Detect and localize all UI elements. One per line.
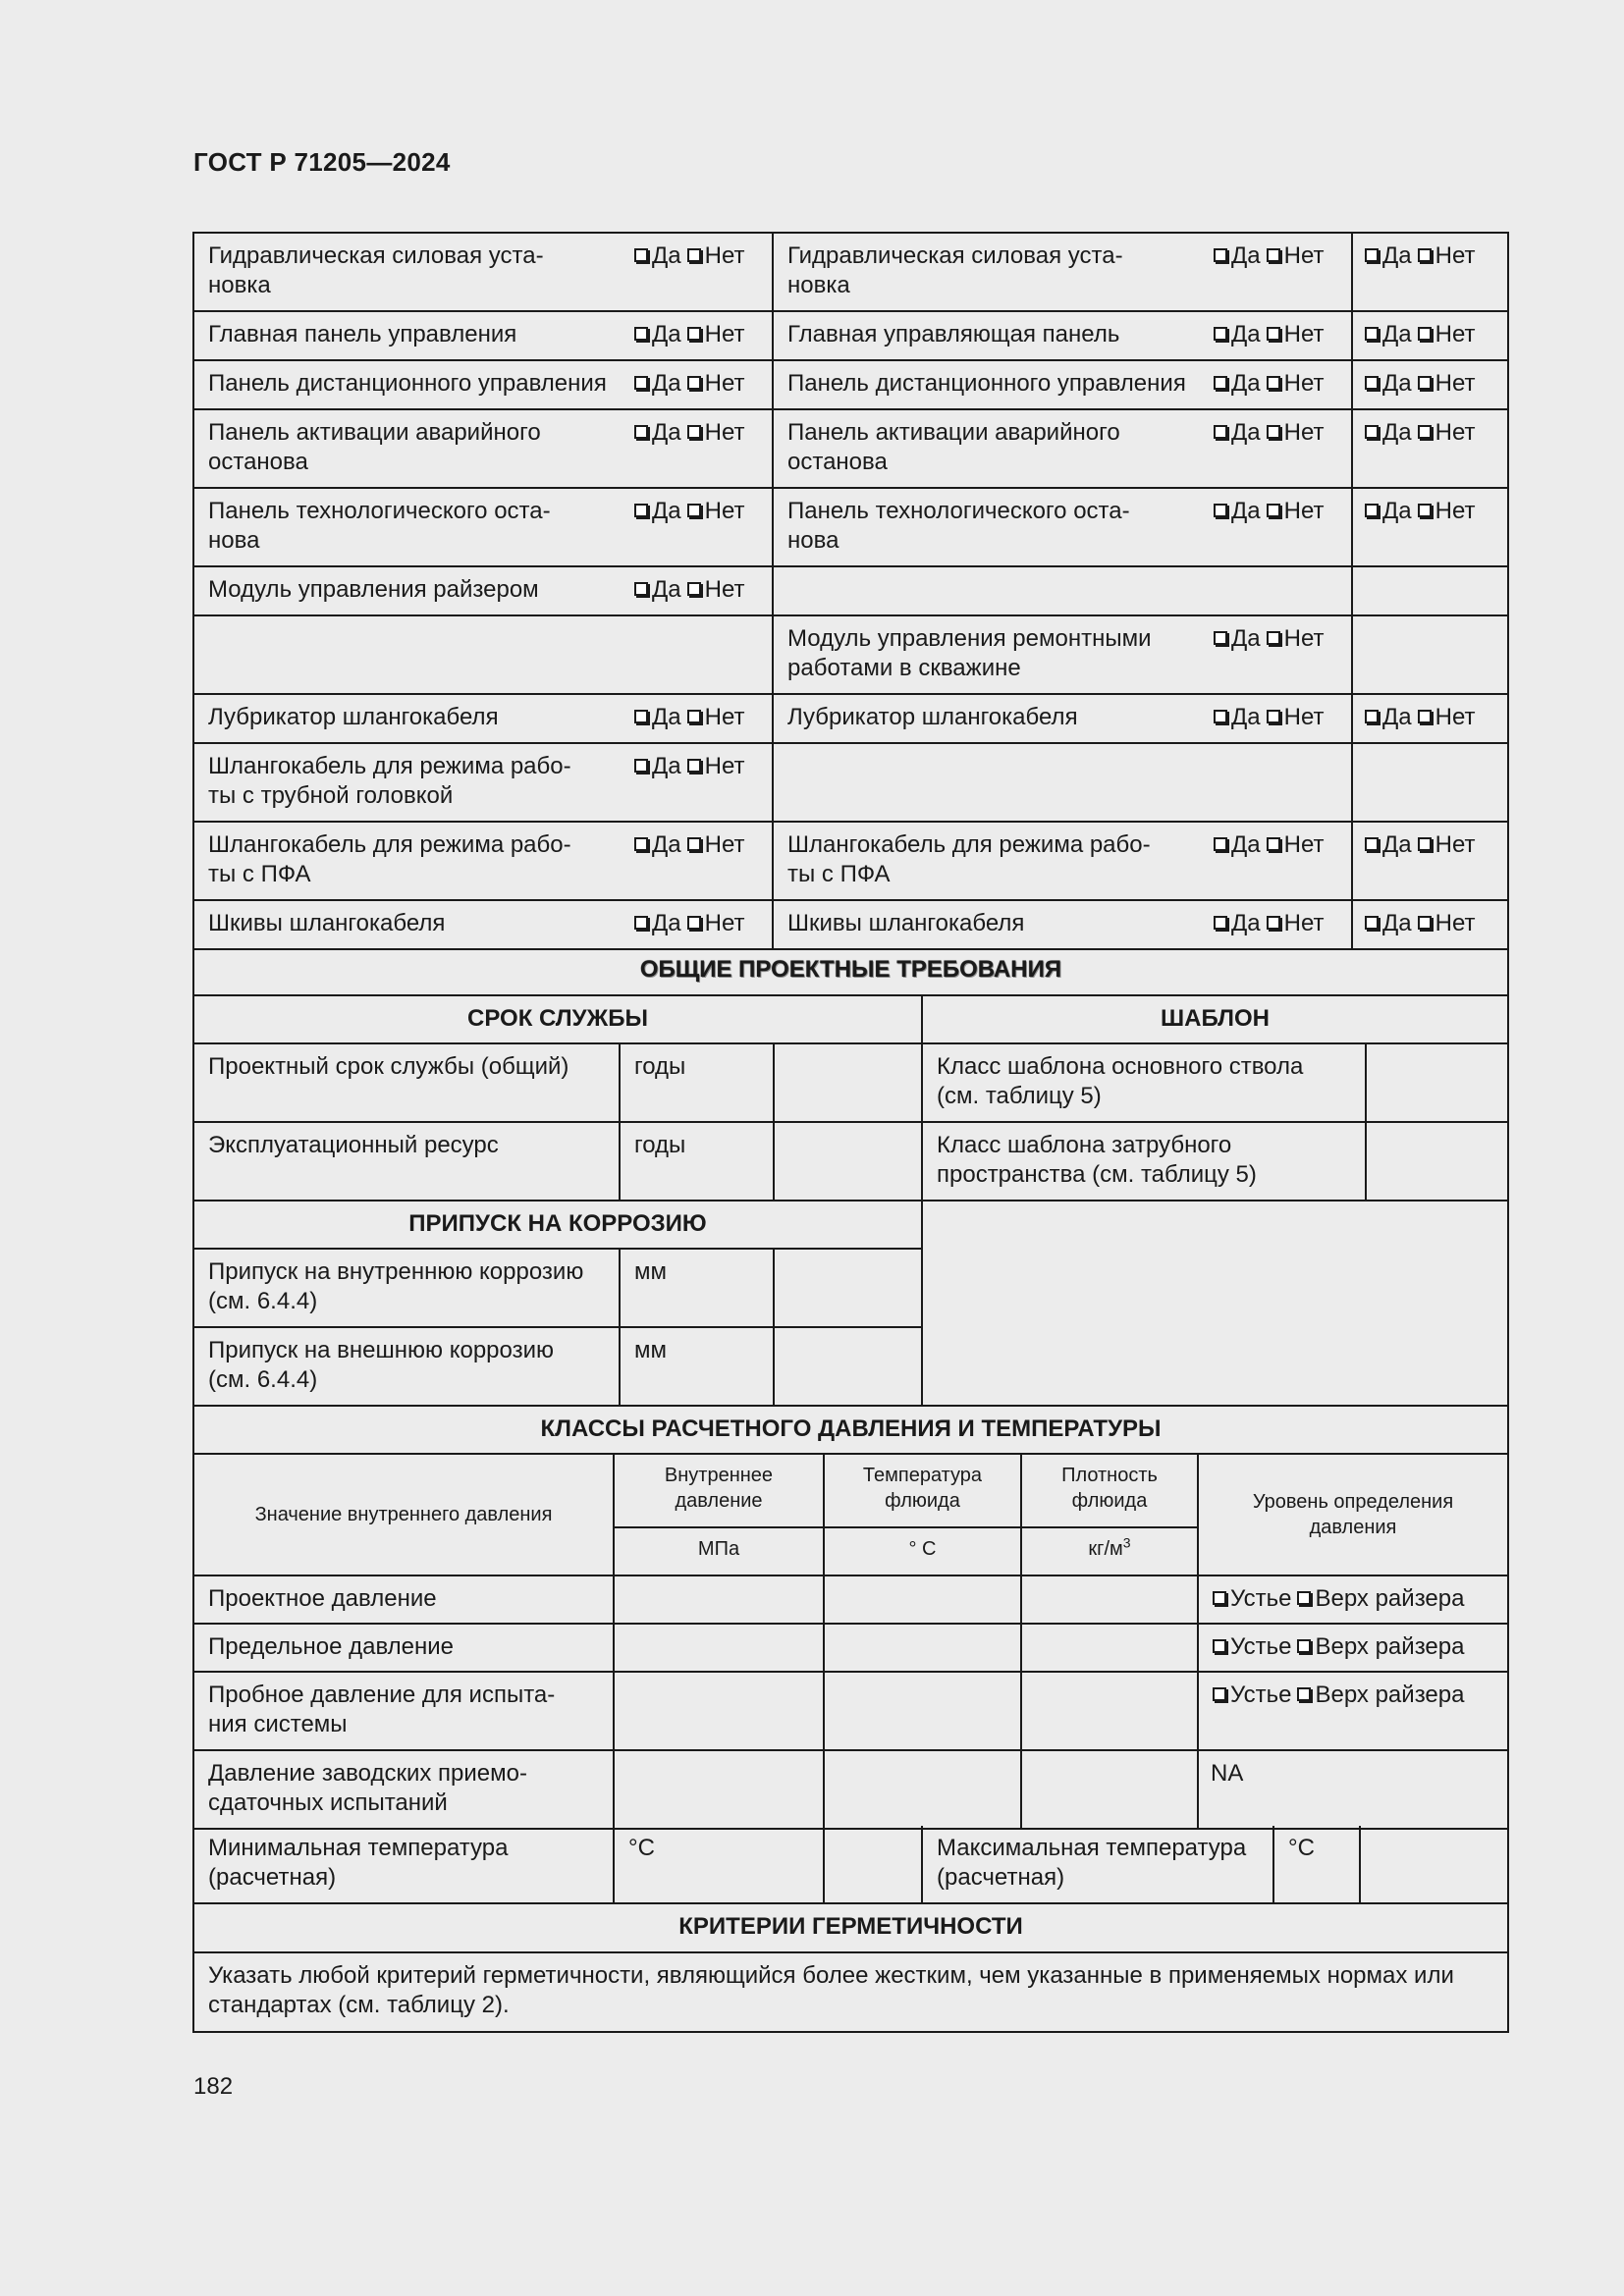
pressure-row-1-riser-checkbox[interactable]	[1297, 1639, 1311, 1653]
pressure-title: КЛАССЫ РАСЧЕТНОГО ДАВЛЕНИЯ И ТЕМПЕРАТУРЫ	[194, 1407, 1507, 1455]
equipment-row-8-a-yes-no	[632, 752, 744, 781]
equipment-row-7-c-no-checkbox[interactable]	[1418, 710, 1432, 723]
equipment-row-1-c-yes-label: Да	[1382, 321, 1412, 347]
unit-temp: ° С	[825, 1528, 1022, 1576]
equipment-row-7-b-no-label: Нет	[1283, 704, 1325, 730]
min-temp-unit: °С	[615, 1826, 825, 1904]
equipment-row-6-b-yes-no	[1212, 624, 1324, 654]
equipment-row-10-a-yes-no	[632, 909, 744, 938]
equipment-row-1-a-yes-label: Да	[652, 321, 681, 347]
page-number: 182	[193, 2073, 234, 2100]
equipment-row-7-a-yes-checkbox[interactable]	[634, 710, 648, 723]
equipment-row-5-c	[1353, 567, 1507, 616]
equipment-row-4-b-yes-checkbox[interactable]	[1214, 504, 1227, 517]
unit-density-exp: 3	[1122, 1534, 1131, 1551]
pressure-row-3-level-text: NA	[1211, 1760, 1244, 1787]
equipment-row-1-c-yes-checkbox[interactable]	[1365, 327, 1379, 341]
equipment-row-9-c-no-checkbox[interactable]	[1418, 837, 1432, 851]
equipment-row-9-b-yes-label: Да	[1231, 831, 1261, 858]
equipment-row-1-c-yes-no	[1363, 320, 1475, 349]
equipment-row-2-b-no-label: Нет	[1283, 370, 1325, 397]
equipment-row-3-b-yes-no	[1212, 418, 1324, 448]
equipment-row-4-c-no-label: Нет	[1435, 498, 1476, 524]
equipment-row-3-a-yes-checkbox[interactable]	[634, 425, 648, 439]
equipment-row-5-a-yes-checkbox[interactable]	[634, 582, 648, 596]
fluid-density-header: Плотность флюида	[1022, 1455, 1199, 1528]
empty-block	[923, 1201, 1507, 1407]
equipment-row-5-a-yes-no	[632, 575, 744, 605]
equipment-row-1-a-no-checkbox[interactable]	[687, 327, 701, 341]
equipment-row-0-c-no-checkbox[interactable]	[1418, 248, 1432, 262]
equipment-row-0-a-label: Гидравлическая силовая уста- новка	[208, 242, 544, 298]
equipment-row-10-b-label: Шкивы шлангокабеля	[787, 910, 1025, 936]
equipment-row-4-c-yes-checkbox[interactable]	[1365, 504, 1379, 517]
equipment-row-9-b-yes-checkbox[interactable]	[1214, 837, 1227, 851]
pressure-value-header-text: Значение внутреннего давления	[254, 1504, 553, 1525]
equipment-row-5-a-no-checkbox[interactable]	[687, 582, 701, 596]
equipment-row-3-c-no-label: Нет	[1435, 419, 1476, 446]
equipment-row-9-b-no-checkbox[interactable]	[1267, 837, 1280, 851]
equipment-row-0-c-no-label: Нет	[1435, 242, 1476, 269]
equipment-row-0-b-yes-label: Да	[1231, 242, 1261, 269]
external-corrosion-label: Припуск на внешнюю коррозию (см. 6.4.4)	[194, 1328, 621, 1407]
pressure-row-0-wellhead-checkbox[interactable]	[1213, 1591, 1226, 1605]
equipment-row-3-b-yes-checkbox[interactable]	[1214, 425, 1227, 439]
pressure-row-1-wellhead-label: Устье	[1230, 1633, 1292, 1660]
equipment-row-9-a-yes-no	[632, 830, 744, 860]
unit-density	[1022, 1528, 1199, 1576]
equipment-row-0-a-yes-label: Да	[652, 242, 681, 269]
equipment-row-7-a-yes-no	[632, 703, 744, 732]
design-life-label: Проектный срок службы (общий)	[194, 1044, 621, 1123]
equipment-row-7-a-no-label: Нет	[704, 704, 745, 730]
equipment-row-2-c-no-label: Нет	[1435, 370, 1476, 397]
equipment-row-10-b-no-label: Нет	[1283, 910, 1325, 936]
pressure-row-0-riser-label: Верх райзера	[1315, 1585, 1465, 1612]
equipment-row-1-a-label: Главная панель управления	[208, 321, 517, 347]
equipment-row-7-c-yes-checkbox[interactable]	[1365, 710, 1379, 723]
equipment-row-8-a-label: Шлангокабель для режима рабо- ты с трубной головкой	[208, 753, 571, 809]
fluid-temp-header: Температура флюида	[825, 1455, 1022, 1528]
equipment-row-3-c-yes-label: Да	[1382, 419, 1412, 446]
pressure-row-3-cell-2[interactable]	[1022, 1751, 1199, 1830]
equipment-row-6-b-no-label: Нет	[1283, 625, 1325, 652]
pressure-row-1-level	[1199, 1625, 1507, 1673]
equipment-row-6-c	[1353, 616, 1507, 695]
internal-corrosion-value[interactable]	[775, 1250, 923, 1328]
equipment-row-4-c-yes-label: Да	[1382, 498, 1412, 524]
equipment-row-4-c-yes-no	[1363, 497, 1475, 526]
equipment-row-1-b-yes-checkbox[interactable]	[1214, 327, 1227, 341]
internal-pressure-header: Внутреннее давление	[615, 1455, 825, 1528]
equipment-row-7-c-yes-no	[1363, 703, 1475, 732]
pressure-row-0-cell-0[interactable]	[615, 1576, 825, 1625]
equipment-row-0-b-no-label: Нет	[1283, 242, 1325, 269]
equipment-row-7-a-yes-label: Да	[652, 704, 681, 730]
equipment-row-0-b-no-checkbox[interactable]	[1267, 248, 1280, 262]
datasheet-table	[192, 232, 1509, 2033]
pressure-row-0-riser-checkbox[interactable]	[1297, 1591, 1311, 1605]
equipment-row-3-c-yes-checkbox[interactable]	[1365, 425, 1379, 439]
equipment-row-3-a-yes-no	[632, 418, 744, 448]
pressure-row-1-cell-2[interactable]	[1022, 1625, 1199, 1673]
equipment-row-8-a-no-checkbox[interactable]	[687, 759, 701, 773]
equipment-row-9-c-yes-label: Да	[1382, 831, 1412, 858]
equipment-row-4-b-label: Панель технологического оста- нова	[787, 498, 1130, 554]
pressure-row-0-cell-2[interactable]	[1022, 1576, 1199, 1625]
equipment-row-4-c-no-checkbox[interactable]	[1418, 504, 1432, 517]
pressure-row-2-level	[1199, 1673, 1507, 1751]
equipment-row-1-a-no-label: Нет	[704, 321, 745, 347]
service-resource-label: Эксплуатационный ресурс	[194, 1123, 621, 1201]
equipment-row-1-a-yes-no	[632, 320, 744, 349]
pressure-row-2-riser-label: Верх райзера	[1315, 1682, 1465, 1708]
equipment-row-0-c-yes-no	[1363, 241, 1475, 271]
equipment-row-8-a-yes-checkbox[interactable]	[634, 759, 648, 773]
pressure-row-0-label: Проектное давление	[194, 1576, 615, 1625]
max-temp-unit: °С	[1274, 1826, 1361, 1904]
pressure-value-header	[194, 1455, 615, 1576]
pressure-row-1-label: Предельное давление	[194, 1625, 615, 1673]
equipment-row-10-a-label: Шкивы шлангокабеля	[208, 910, 446, 936]
external-corrosion-value[interactable]	[775, 1328, 923, 1407]
max-temp-value[interactable]	[1361, 1826, 1507, 1904]
equipment-row-10-a-yes-label: Да	[652, 910, 681, 936]
equipment-row-2-b-no-checkbox[interactable]	[1267, 376, 1280, 390]
equipment-row-2-a-yes-checkbox[interactable]	[634, 376, 648, 390]
pressure-row-2-wellhead-label: Устье	[1230, 1682, 1292, 1708]
equipment-row-10-a-no-checkbox[interactable]	[687, 916, 701, 930]
equipment-row-1-c-no-checkbox[interactable]	[1418, 327, 1432, 341]
equipment-row-9-a-yes-checkbox[interactable]	[634, 837, 648, 851]
document-header: ГОСТ Р 71205—2024	[193, 147, 451, 177]
equipment-row-6-b-yes-checkbox[interactable]	[1214, 631, 1227, 645]
equipment-row-1-b-label: Главная управляющая панель	[787, 321, 1120, 347]
equipment-row-10-a-yes-checkbox[interactable]	[634, 916, 648, 930]
equipment-row-2-a-no-label: Нет	[704, 370, 745, 397]
equipment-row-9-c-yes-checkbox[interactable]	[1365, 837, 1379, 851]
equipment-row-2-c-yes-label: Да	[1382, 370, 1412, 397]
equipment-row-8-c	[1353, 744, 1507, 823]
general-requirements-title: ОБЩИЕ ПРОЕКТНЫЕ ТРЕБОВАНИЯ	[194, 947, 1507, 996]
equipment-row-8-b	[774, 744, 1353, 823]
service-life-title: СРОК СЛУЖБЫ	[194, 996, 923, 1044]
equipment-row-0-a-no-label: Нет	[704, 242, 745, 269]
equipment-row-2-c-yes-checkbox[interactable]	[1365, 376, 1379, 390]
equipment-row-5-a-no-label: Нет	[704, 576, 745, 603]
annulus-drift-label: Класс шаблона затрубного пространства (см. таблицу 5)	[923, 1123, 1367, 1201]
template-title: ШАБЛОН	[923, 996, 1507, 1044]
equipment-row-2-c-yes-no	[1363, 369, 1475, 399]
equipment-row-10-a-no-label: Нет	[704, 910, 745, 936]
equipment-row-4-a-yes-label: Да	[652, 498, 681, 524]
pressure-row-0-level	[1199, 1576, 1507, 1625]
equipment-row-6-b-yes-label: Да	[1231, 625, 1261, 652]
design-life-unit: годы	[621, 1044, 775, 1123]
max-temp-label: Максимальная температура (расчетная)	[923, 1826, 1274, 1904]
tightness-title: КРИТЕРИИ ГЕРМЕТИЧНОСТИ	[194, 1904, 1507, 1953]
equipment-row-3-a-label: Панель активации аварийного останова	[208, 419, 541, 475]
equipment-row-0-a-yes-checkbox[interactable]	[634, 248, 648, 262]
equipment-row-9-b-no-label: Нет	[1283, 831, 1325, 858]
pressure-row-1-wellhead-checkbox[interactable]	[1213, 1639, 1226, 1653]
pressure-row-2-wellhead-checkbox[interactable]	[1213, 1687, 1226, 1701]
min-temp-value[interactable]	[825, 1826, 923, 1904]
equipment-row-4-a-no-label: Нет	[704, 498, 745, 524]
equipment-row-10-c-yes-no	[1363, 909, 1475, 938]
equipment-row-10-c-no-checkbox[interactable]	[1418, 916, 1432, 930]
pressure-row-2-riser-checkbox[interactable]	[1297, 1687, 1311, 1701]
equipment-row-2-a-no-checkbox[interactable]	[687, 376, 701, 390]
equipment-row-10-b-yes-label: Да	[1231, 910, 1261, 936]
equipment-row-7-b-yes-label: Да	[1231, 704, 1261, 730]
equipment-row-8-a-yes-label: Да	[652, 753, 681, 779]
equipment-row-7-c-no-label: Нет	[1435, 704, 1476, 730]
unit-pressure: МПа	[615, 1528, 825, 1576]
equipment-row-7-c-yes-label: Да	[1382, 704, 1412, 730]
equipment-row-2-b-label: Панель дистанционного управления	[787, 370, 1186, 397]
pressure-row-1-cell-0[interactable]	[615, 1625, 825, 1673]
design-life-value[interactable]	[775, 1044, 923, 1123]
pressure-row-3-cell-0[interactable]	[615, 1751, 825, 1830]
equipment-row-9-a-no-checkbox[interactable]	[687, 837, 701, 851]
equipment-row-9-a-yes-label: Да	[652, 831, 681, 858]
equipment-row-4-b-yes-no	[1212, 497, 1324, 526]
pressure-row-0-wellhead-label: Устье	[1230, 1585, 1292, 1612]
equipment-row-4-a-yes-no	[632, 497, 744, 526]
internal-corrosion-unit: мм	[621, 1250, 775, 1328]
equipment-row-0-c-yes-checkbox[interactable]	[1365, 248, 1379, 262]
equipment-row-7-a-label: Лубрикатор шлангокабеля	[208, 704, 499, 730]
equipment-row-3-b-yes-label: Да	[1231, 419, 1261, 446]
tightness-text: Указать любой критерий герметичности, являющийся более жестким, чем указанные в применяемых нормах или стандартах (см. таблицу 2).	[208, 1962, 1454, 2018]
equipment-row-10-c-no-label: Нет	[1435, 910, 1476, 936]
equipment-row-3-c-yes-no	[1363, 418, 1475, 448]
service-resource-value[interactable]	[775, 1123, 923, 1201]
pressure-level-header	[1199, 1455, 1507, 1576]
equipment-row-3-b-no-checkbox[interactable]	[1267, 425, 1280, 439]
pressure-row-3-level	[1199, 1751, 1507, 1830]
equipment-row-1-b-yes-no	[1212, 320, 1324, 349]
equipment-row-10-b-yes-checkbox[interactable]	[1214, 916, 1227, 930]
equipment-row-7-b-no-checkbox[interactable]	[1267, 710, 1280, 723]
equipment-row-0-b-yes-no	[1212, 241, 1324, 271]
main-bore-drift-label: Класс шаблона основного ствола (см. таблицу 5)	[923, 1044, 1367, 1123]
equipment-row-9-c-no-label: Нет	[1435, 831, 1476, 858]
equipment-row-6-a	[194, 616, 774, 695]
equipment-row-6-b-no-checkbox[interactable]	[1267, 631, 1280, 645]
equipment-row-4-b-no-checkbox[interactable]	[1267, 504, 1280, 517]
pressure-row-2-cell-1[interactable]	[825, 1673, 1022, 1751]
unit-density-text: кг/м	[1088, 1538, 1123, 1560]
equipment-row-2-a-yes-label: Да	[652, 370, 681, 397]
equipment-row-3-c-no-checkbox[interactable]	[1418, 425, 1432, 439]
equipment-row-4-b-no-label: Нет	[1283, 498, 1325, 524]
pressure-row-2-cell-0[interactable]	[615, 1673, 825, 1751]
equipment-row-8-a-no-label: Нет	[704, 753, 745, 779]
equipment-row-7-b-label: Лубрикатор шлангокабеля	[787, 704, 1078, 730]
equipment-row-5-b	[774, 567, 1353, 616]
external-corrosion-unit: мм	[621, 1328, 775, 1407]
equipment-row-10-b-no-checkbox[interactable]	[1267, 916, 1280, 930]
equipment-row-4-b-yes-label: Да	[1231, 498, 1261, 524]
equipment-row-3-b-no-label: Нет	[1283, 419, 1325, 446]
equipment-row-2-b-yes-label: Да	[1231, 370, 1261, 397]
equipment-row-1-b-yes-label: Да	[1231, 321, 1261, 347]
equipment-row-4-a-no-checkbox[interactable]	[687, 504, 701, 517]
equipment-row-0-a-yes-no	[632, 241, 744, 271]
equipment-row-9-b-yes-no	[1212, 830, 1324, 860]
equipment-row-2-b-yes-checkbox[interactable]	[1214, 376, 1227, 390]
corrosion-title: ПРИПУСК НА КОРРОЗИЮ	[194, 1201, 923, 1250]
equipment-row-1-c-no-label: Нет	[1435, 321, 1476, 347]
pressure-row-1-riser-label: Верх райзера	[1315, 1633, 1465, 1660]
equipment-row-3-a-no-label: Нет	[704, 419, 745, 446]
equipment-row-9-c-yes-no	[1363, 830, 1475, 860]
equipment-row-2-a-yes-no	[632, 369, 744, 399]
equipment-row-0-c-yes-label: Да	[1382, 242, 1412, 269]
equipment-row-4-a-label: Панель технологического оста- нова	[208, 498, 551, 554]
equipment-row-2-c-no-checkbox[interactable]	[1418, 376, 1432, 390]
pressure-row-1-cell-1[interactable]	[825, 1625, 1022, 1673]
equipment-row-9-a-label: Шлангокабель для режима рабо- ты с ПФА	[208, 831, 571, 887]
equipment-row-7-a-no-checkbox[interactable]	[687, 710, 701, 723]
equipment-row-5-a-yes-label: Да	[652, 576, 681, 603]
equipment-row-10-c-yes-label: Да	[1382, 910, 1412, 936]
equipment-row-0-b-label: Гидравлическая силовая уста- новка	[787, 242, 1123, 298]
min-temp-label: Минимальная температура (расчетная)	[194, 1826, 615, 1904]
equipment-row-6-b-label: Модуль управления ремонтными работами в скважине	[787, 625, 1152, 681]
equipment-row-3-a-no-checkbox[interactable]	[687, 425, 701, 439]
equipment-row-1-b-no-label: Нет	[1283, 321, 1325, 347]
pressure-row-3-label: Давление заводских приемо- сдаточных испытаний	[194, 1751, 615, 1830]
pressure-level-header-text: Уровень определения давления	[1252, 1491, 1454, 1538]
internal-corrosion-label: Припуск на внутреннюю коррозию (см. 6.4.4)	[194, 1250, 621, 1328]
equipment-row-10-b-yes-no	[1212, 909, 1324, 938]
equipment-row-0-a-no-checkbox[interactable]	[687, 248, 701, 262]
main-bore-drift-value[interactable]	[1367, 1044, 1507, 1123]
equipment-row-2-b-yes-no	[1212, 369, 1324, 399]
equipment-row-9-b-label: Шлангокабель для режима рабо- ты с ПФА	[787, 831, 1151, 887]
equipment-row-1-a-yes-checkbox[interactable]	[634, 327, 648, 341]
equipment-row-3-a-yes-label: Да	[652, 419, 681, 446]
equipment-row-10-c-yes-checkbox[interactable]	[1365, 916, 1379, 930]
equipment-row-7-b-yes-no	[1212, 703, 1324, 732]
pressure-row-3-cell-1[interactable]	[825, 1751, 1022, 1830]
equipment-row-7-b-yes-checkbox[interactable]	[1214, 710, 1227, 723]
equipment-row-2-a-label: Панель дистанционного управления	[208, 370, 607, 397]
equipment-row-3-b-label: Панель активации аварийного останова	[787, 419, 1120, 475]
equipment-row-1-b-no-checkbox[interactable]	[1267, 327, 1280, 341]
service-resource-unit: годы	[621, 1123, 775, 1201]
pressure-row-0-cell-1[interactable]	[825, 1576, 1022, 1625]
annulus-drift-value[interactable]	[1367, 1123, 1507, 1201]
pressure-row-2-label: Пробное давление для испыта- ния системы	[194, 1673, 615, 1751]
pressure-row-2-cell-2[interactable]	[1022, 1673, 1199, 1751]
equipment-row-9-a-no-label: Нет	[704, 831, 745, 858]
equipment-row-5-a-label: Модуль управления райзером	[208, 576, 539, 603]
equipment-row-4-a-yes-checkbox[interactable]	[634, 504, 648, 517]
equipment-row-0-b-yes-checkbox[interactable]	[1214, 248, 1227, 262]
